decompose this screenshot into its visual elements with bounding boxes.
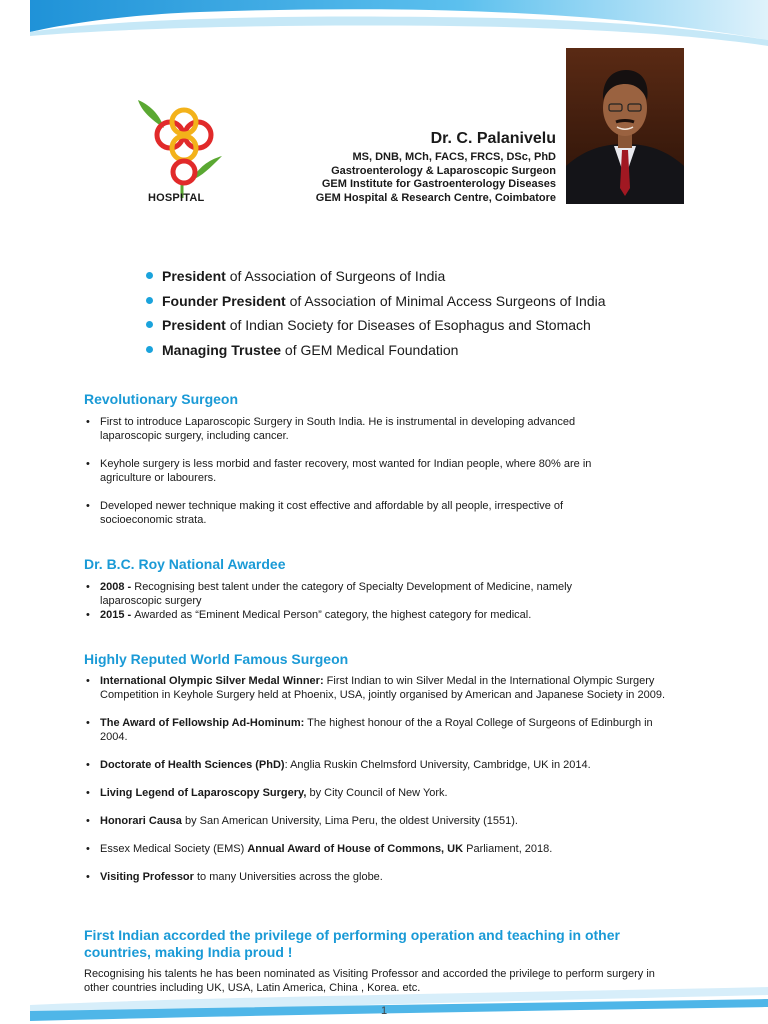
list-item: • Visiting Professor to many Universities across the globe. bbox=[86, 870, 676, 884]
list-item: • First to introduce Laparoscopic Surgery in South India. He is instrumental in developing advanced laparoscopic surgery, including cancer. bbox=[86, 415, 626, 443]
list-item: • Doctorate of Health Sciences (PhD): Anglia Ruskin Chelmsford University, Cambridge, UK in 2014. bbox=[86, 758, 676, 772]
revolutionary-list bbox=[86, 415, 626, 527]
list-item: • 2015 - Awarded as “Eminent Medical Person” category, the highest category for medical. bbox=[86, 608, 626, 622]
section-heading-revolutionary: Revolutionary Surgeon bbox=[84, 391, 239, 407]
hospital: GEM Hospital & Research Centre, Coimbatore bbox=[315, 191, 556, 204]
section-heading-bc-roy: Dr. B.C. Roy National Awardee bbox=[84, 556, 286, 572]
list-item: • International Olympic Silver Medal Winner: First Indian to win Silver Medal in the International Olympic Surgery Competition in Keyhole Surgery held at Phoenix, USA, jointly organised by American and Japanese Society in 2009. bbox=[86, 674, 676, 702]
institute: GEM Institute for Gastroenterology Diseases bbox=[321, 178, 556, 190]
list-item: • Developed newer technique making it cost effective and affordable by all people, irrespective of socioeconomic strata. bbox=[86, 499, 626, 527]
visiting-professor-paragraph: Recognising his talents he has been nominated as Visiting Professor and accorded the privilege to perform surgery in other countries including UK, USA, Latin America, China , Korea. etc. bbox=[84, 968, 655, 994]
section-heading-world-famous: Highly Reputed World Famous Surgeon bbox=[84, 651, 349, 667]
qualifications: MS, DNB, MCh, FACS, FRCS, DSc, PhD bbox=[352, 151, 556, 163]
page-number: 1 bbox=[380, 1005, 388, 1017]
list-item: • Living Legend of Laparoscopy Surgery, by City Council of New York. bbox=[86, 786, 676, 800]
roles-list bbox=[146, 264, 606, 362]
list-item: • Keyhole surgery is less morbid and faster recovery, most wanted for Indian people, where 80% are in agriculture or labourers. bbox=[86, 457, 626, 485]
role-item: Managing Trustee of GEM Medical Foundation bbox=[146, 338, 606, 363]
role-item: President of Association of Surgeons of India bbox=[146, 264, 606, 289]
doctor-portrait-photo bbox=[566, 48, 684, 204]
role-item: President of Indian Society for Diseases of Esophagus and Stomach bbox=[146, 313, 606, 338]
list-item: • Honorari Causa by San American University, Lima Peru, the oldest University (1551). bbox=[86, 814, 676, 828]
list-item: • 2008 - Recognising best talent under the category of Specialty Development of Medicine, namely laparoscopic surgery bbox=[86, 580, 626, 608]
world-famous-list bbox=[86, 674, 676, 884]
list-item: • Essex Medical Society (EMS) Annual Award of House of Commons, UK Parliament, 2018. bbox=[86, 842, 676, 856]
doctor-header bbox=[316, 130, 556, 205]
bc-roy-list bbox=[86, 580, 626, 622]
role-item: Founder President of Association of Minimal Access Surgeons of India bbox=[146, 289, 606, 314]
section-heading-first-indian: First Indian accorded the privilege of performing operation and teaching in other countries, making India proud ! bbox=[84, 927, 620, 960]
specialty: Gastroenterology & Laparoscopic Surgeon bbox=[331, 164, 556, 177]
doctor-name: Dr. C. Palanivelu bbox=[430, 130, 556, 147]
logo-label: HOSPITAL bbox=[148, 192, 205, 204]
list-item: • The Award of Fellowship Ad-Hominum: The highest honour of the a Royal College of Surgeons of Edinburgh in 2004. bbox=[86, 716, 676, 744]
